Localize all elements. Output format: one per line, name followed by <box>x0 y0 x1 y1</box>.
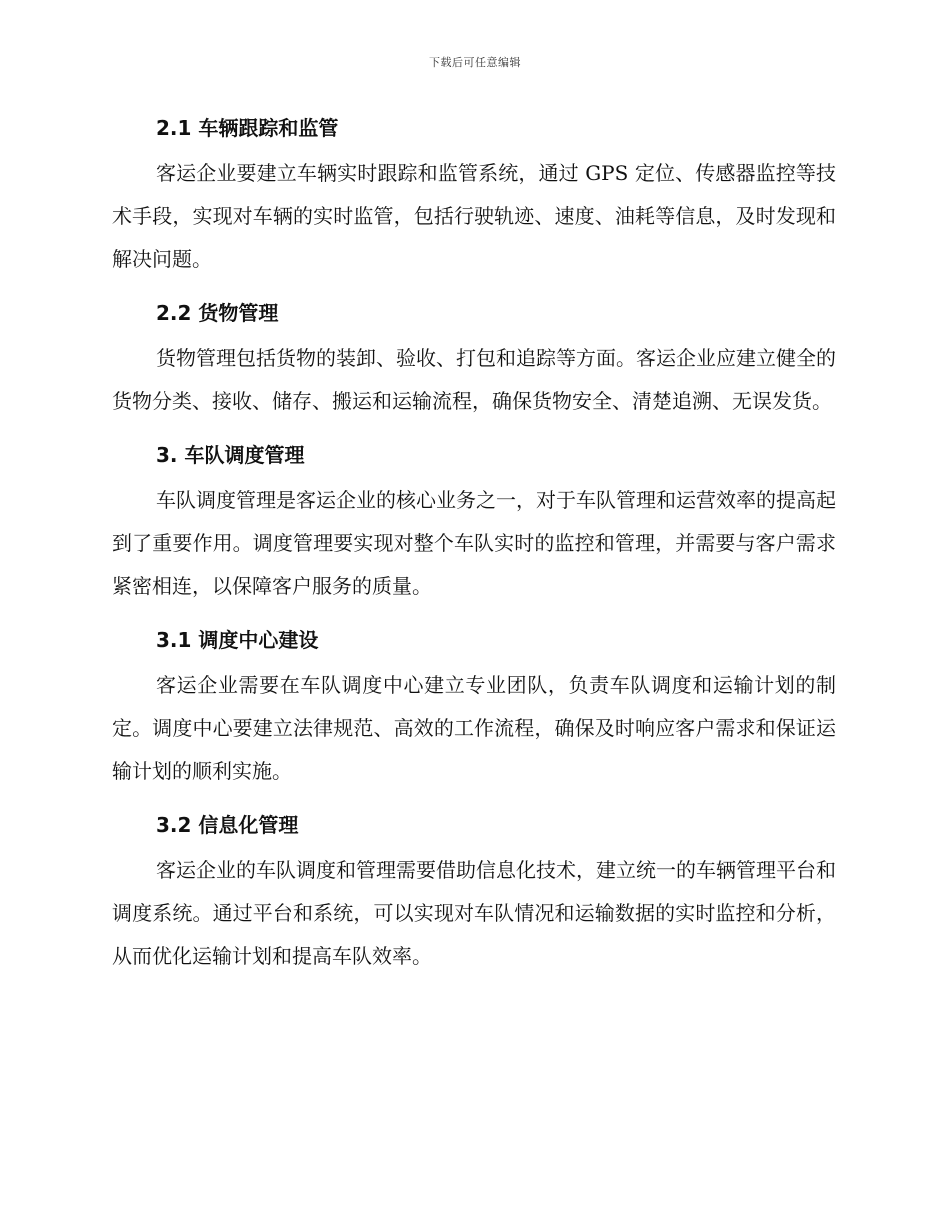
header-note: 下载后可任意编辑 <box>429 56 521 69</box>
section-paragraph: 车队调度管理是客运企业的核心业务之一，对于车队管理和运营效率的提高起到了重要作用。调度管理要实现对整个车队实时的监控和管理，并需要与客户需求紧密相连，以保障客户服务的质量。 <box>112 488 836 598</box>
section-heading: 2.2 货物管理 <box>156 301 279 325</box>
section-heading: 3. 车队调度管理 <box>156 443 305 467</box>
section-3-1 <box>112 620 836 793</box>
section-paragraph: 客运企业需要在车队调度中心建立专业团队，负责车队调度和运输计划的制定。调度中心要建立法律规范、高效的工作流程，确保及时响应客户需求和保证运输计划的顺利实施。 <box>112 673 836 783</box>
section-heading: 3.1 调度中心建设 <box>156 628 319 652</box>
document-body <box>112 108 836 990</box>
section-2-2 <box>112 293 836 423</box>
section-paragraph: 客运企业的车队调度和管理需要借助信息化技术，建立统一的车辆管理平台和调度系统。通过平台和系统，可以实现对车队情况和运输数据的实时监控和分析，从而优化运输计划和提高车队效率。 <box>112 858 836 968</box>
section-heading: 2.1 车辆跟踪和监管 <box>156 116 339 140</box>
section-2-1 <box>112 108 836 281</box>
section-3 <box>112 435 836 608</box>
section-3-2 <box>112 805 836 978</box>
section-heading: 3.2 信息化管理 <box>156 813 299 837</box>
section-paragraph: 货物管理包括货物的装卸、验收、打包和追踪等方面。客运企业应建立健全的货物分类、接收、储存、搬运和运输流程，确保货物安全、清楚追溯、无误发货。 <box>112 346 836 413</box>
section-paragraph: 客运企业要建立车辆实时跟踪和监管系统，通过 GPS 定位、传感器监控等技术手段，实现对车辆的实时监管，包括行驶轨迹、速度、油耗等信息，及时发现和解决问题。 <box>112 161 836 271</box>
